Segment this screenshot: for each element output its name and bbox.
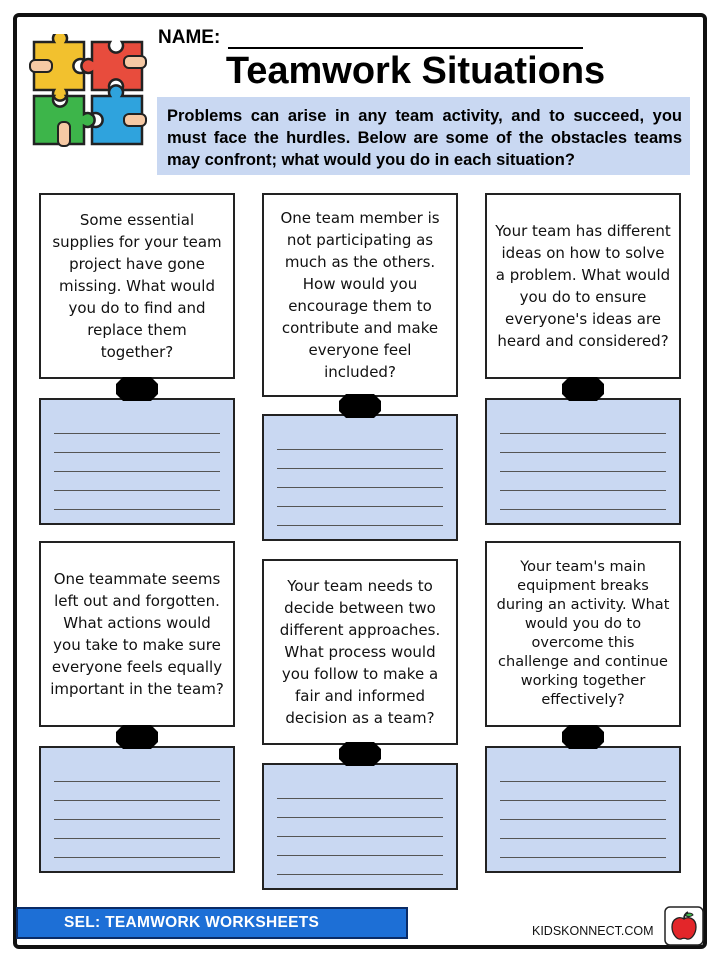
question-box: Some essential supplies for your team project have gone missing. What would you do to find and replace them together? <box>39 193 235 379</box>
name-row <box>158 27 583 49</box>
connector-icon <box>116 724 158 750</box>
connector-icon <box>339 741 381 767</box>
footer-brand: KIDSKONNECT.COM <box>532 924 654 938</box>
connector-icon <box>562 724 604 750</box>
answer-box[interactable] <box>485 398 681 525</box>
footer-banner: SEL: TEAMWORK WORKSHEETS <box>16 907 408 939</box>
puzzle-hands-icon <box>28 34 148 150</box>
name-label: NAME: <box>158 27 221 48</box>
question-box: Your team has different ideas on how to solve a problem. What would you do to ensure everyone's ideas are heard and considered? <box>485 193 681 379</box>
apple-icon <box>664 906 704 946</box>
answer-box[interactable] <box>39 398 235 525</box>
answer-box[interactable] <box>262 414 458 541</box>
question-box: Your team needs to decide between two different approaches. What process would you follow to make a fair and informed decision as a team? <box>262 559 458 745</box>
name-input-line[interactable] <box>228 29 583 49</box>
page-title: Teamwork Situations <box>225 50 606 92</box>
connector-icon <box>339 393 381 419</box>
answer-box[interactable] <box>485 746 681 873</box>
question-box: Your team's main equipment breaks during an activity. What would you do to overcome this challenge and continue working together effectively? <box>485 541 681 727</box>
connector-icon <box>562 376 604 402</box>
intro-text: Problems can arise in any team activity, and to succeed, you must face the hurdles. Below are some of the obstacles teams may confront; what would you do in each situation? <box>157 97 690 175</box>
answer-box[interactable] <box>39 746 235 873</box>
question-box: One teammate seems left out and forgotten. What actions would you take to make sure everyone feels equally important in the team? <box>39 541 235 727</box>
connector-icon <box>116 376 158 402</box>
answer-box[interactable] <box>262 763 458 890</box>
question-box: One team member is not participating as much as the others. How would you encourage them to contribute and make everyone feel included? <box>262 193 458 397</box>
